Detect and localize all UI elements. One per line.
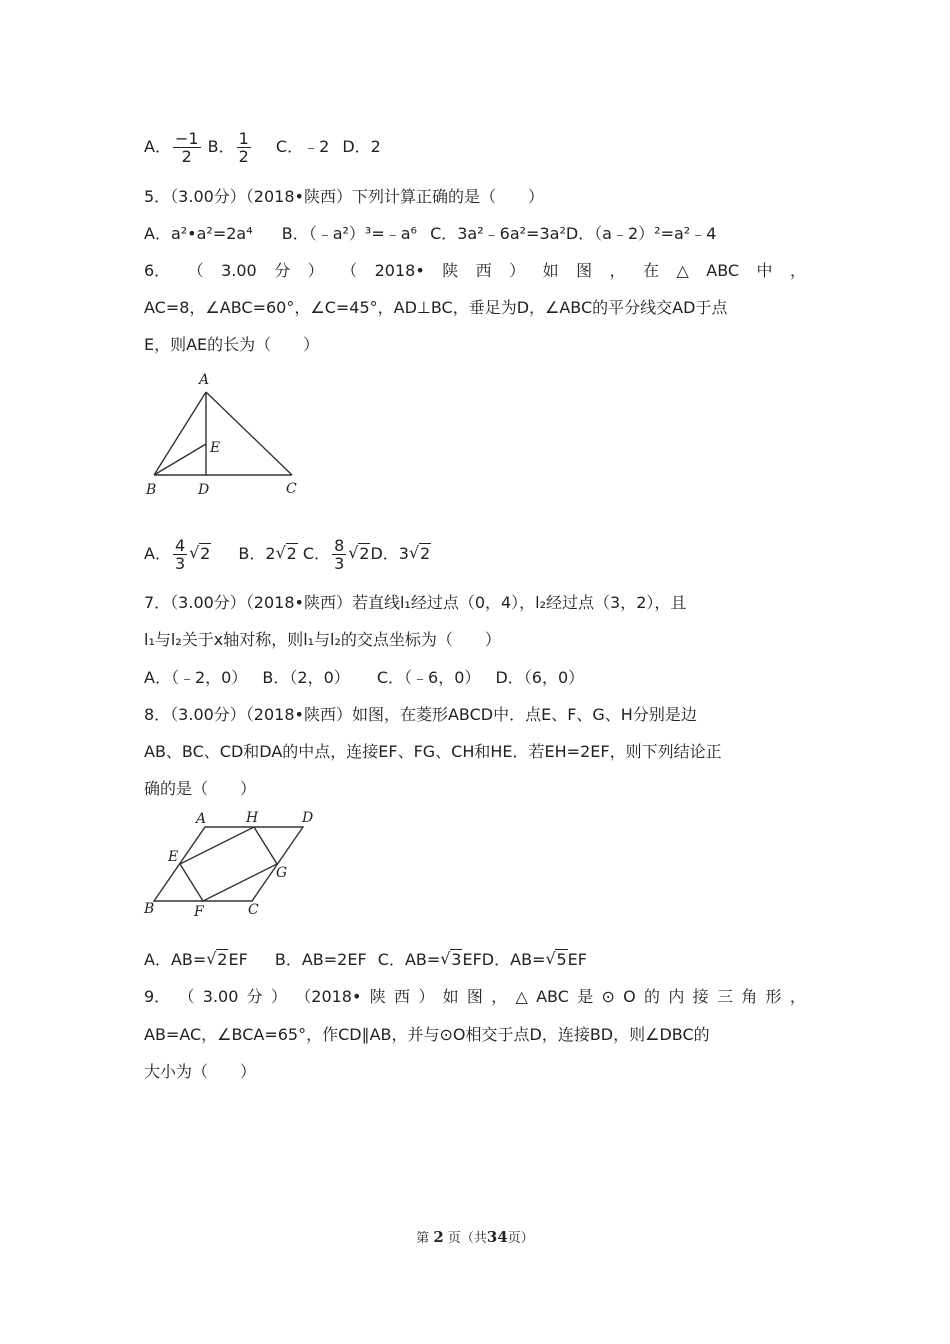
q6-stem-line-2: AC=8，∠ABC=60°，∠C=45°，AD⊥BC，垂足为D，∠ABC的平分线交AD于点 [144,298,728,317]
q6-token: 西 [475,261,492,280]
q9-token: 图 [466,987,483,1006]
q9-token: ⊙ [601,987,615,1006]
q5-option-b: B．（﹣a²）³=﹣a⁶ [281,224,417,243]
q9-token: 的 [644,987,661,1006]
q4-options [144,128,381,166]
q8-rhombus-figure [140,806,320,921]
q9-token: 陕 [369,987,386,1006]
q6-triangle-figure [140,370,310,500]
q6-stem-line-3: E，则AE的长为（ ） [144,335,320,354]
q6-token: 3.00 [221,261,257,280]
q9-token: ， [789,987,806,1006]
q6-option-a-label: A． [144,544,171,563]
q7-option-c: C．（﹣6，0） [376,668,481,687]
q9-token: 西 [394,987,411,1006]
fraction: $\frac{-1}{2}$ [174,129,199,166]
point-label-e: E [210,440,221,456]
q8-options: A．AB=√ 2EF B．AB=2EF C．AB=√ 3EFD．AB=√ 5EF [144,949,587,971]
q7-options [144,667,584,689]
q9-token: ） [270,987,287,1006]
q9-token: 9． [144,987,171,1006]
fraction: $\frac{4}{3}$ [174,536,186,573]
q6-stem-line-1 [144,260,806,282]
point-label-e: E [168,849,179,865]
q9-token: （2018• [295,987,362,1006]
q9-token: △ [515,987,528,1006]
segment-ac [206,392,292,475]
q6-token: ABC [706,261,740,280]
q9-token: 是 [577,987,594,1006]
q9-token: 三 [716,987,733,1006]
sqrt: √ 5 [545,949,567,971]
q7-stem-line-1: 7．（3.00分）（2018•陕西）若直线l₁经过点（0，4），l₂经过点（3，2），且 [144,593,687,612]
q9-token: 接 [692,987,709,1006]
fraction: $\frac{1}{2}$ [238,129,249,166]
point-label-b: B [146,482,157,498]
q7-stem-line-2: l₁与l₂关于x轴对称，则l₁与l₂的交点坐标为（ ） [144,630,501,649]
q9-token: 分 [246,987,263,1006]
segment-ab [154,392,206,475]
q8-option-b: B．AB=2EF [274,950,367,969]
quadrilateral-efgh [180,827,277,901]
q9-token: 如 [442,987,459,1006]
fraction: $\frac{8}{3}$ [334,536,345,573]
point-label-h: H [246,810,259,826]
q4-option-b-label: B． [207,137,235,156]
q5-option-c: C．3a²﹣6a²=3a² [430,224,566,243]
q8-stem-line-2: AB、BC、CD和DA的中点，连接EF、FG、CH和HE．若EH=2EF，则下列结论正 [144,742,722,761]
q6-token: 6． [144,261,171,280]
q9-token: 角 [741,987,758,1006]
q6-option-c-label: C． [302,544,331,563]
q9-stem-line-3: 大小为（ ） [144,1062,257,1081]
q4-option-c: C．﹣2 [275,137,330,156]
q6-token: 陕 [442,261,459,280]
q6-token: ， [609,261,626,280]
q9-token: ， [491,987,508,1006]
q8-option-a-label: A．AB= [144,950,207,969]
q9-token: 内 [668,987,685,1006]
q5-options [144,223,716,245]
q6-token: 在 [643,261,660,280]
q6-token: 2018• [374,261,425,280]
sqrt: √ 2 [276,532,298,576]
q9-stem-line-1 [144,986,806,1008]
page-number: 2 [433,1228,444,1246]
point-label-d: D [198,482,210,498]
q6-token: （ [341,261,358,280]
sqrt: √ 3 [440,949,462,971]
q6-token: ） [509,261,526,280]
q6-token: （ [187,261,204,280]
q8-stem-line-1: 8．（3.00分）（2018•陕西）如图，在菱形ABCD中．点E、F、G、H分别是边 [144,705,697,724]
point-label-b: B [144,901,155,917]
q5-option-a: A．a²•a²=2a⁴ [144,224,253,243]
q5-option-d: D．（a﹣2）²=a²﹣4 [565,224,717,243]
q7-option-d: D．（6，0） [495,668,585,687]
point-label-c: C [286,481,297,497]
q4-option-a-label: A． [144,137,171,156]
point-label-g: G [276,865,288,881]
sqrt: √ 2 [206,949,228,971]
sqrt: √ 2 [189,532,211,576]
sqrt: √ 2 [348,532,370,576]
q9-token: 形 [765,987,782,1006]
q9-token: ） [418,987,435,1006]
q9-token: O [623,987,636,1006]
q6-token: △ [676,261,689,280]
q6-token: ， [789,261,806,280]
segment-be [154,444,206,475]
q8-option-c-label: C．AB= [377,950,441,969]
point-label-c: C [248,902,259,918]
q7-option-a: A．（﹣2，0） [144,668,248,687]
q6-token: 分 [274,261,291,280]
point-label-a: A [199,372,210,388]
q9-token: （ [178,987,195,1006]
q4-option-d: D．2 [342,137,381,156]
q6-token: 如 [542,261,559,280]
q9-stem-line-2: AB=AC，∠BCA=65°，作CD∥AB，并与⊙O相交于点D，连接BD，则∠DBC的 [144,1025,710,1044]
q6-token: 图 [576,261,593,280]
q6-option-d-label: D．3 [370,544,409,563]
q6-token: 中 [756,261,773,280]
q6-token: ） [307,261,324,280]
page-footer: 第 2 页（共34页） [416,1228,534,1246]
q6-options [144,532,431,576]
q8-option-d-label: D．AB= [481,950,546,969]
total-pages: 34 [486,1228,508,1246]
sqrt: √ 2 [409,532,431,576]
q8-stem-line-3: 确的是（ ） [144,779,257,798]
q6-option-b-label: B．2 [238,544,276,563]
point-label-a: A [196,811,207,827]
q7-option-b: B．（2，0） [262,668,350,687]
point-label-d: D [302,810,314,826]
point-label-f: F [194,904,204,920]
q5-stem: 5．（3.00分）（2018•陕西）下列计算正确的是（ ） [144,187,544,206]
q9-token: 3.00 [202,987,239,1006]
q9-token: ABC [536,987,569,1006]
